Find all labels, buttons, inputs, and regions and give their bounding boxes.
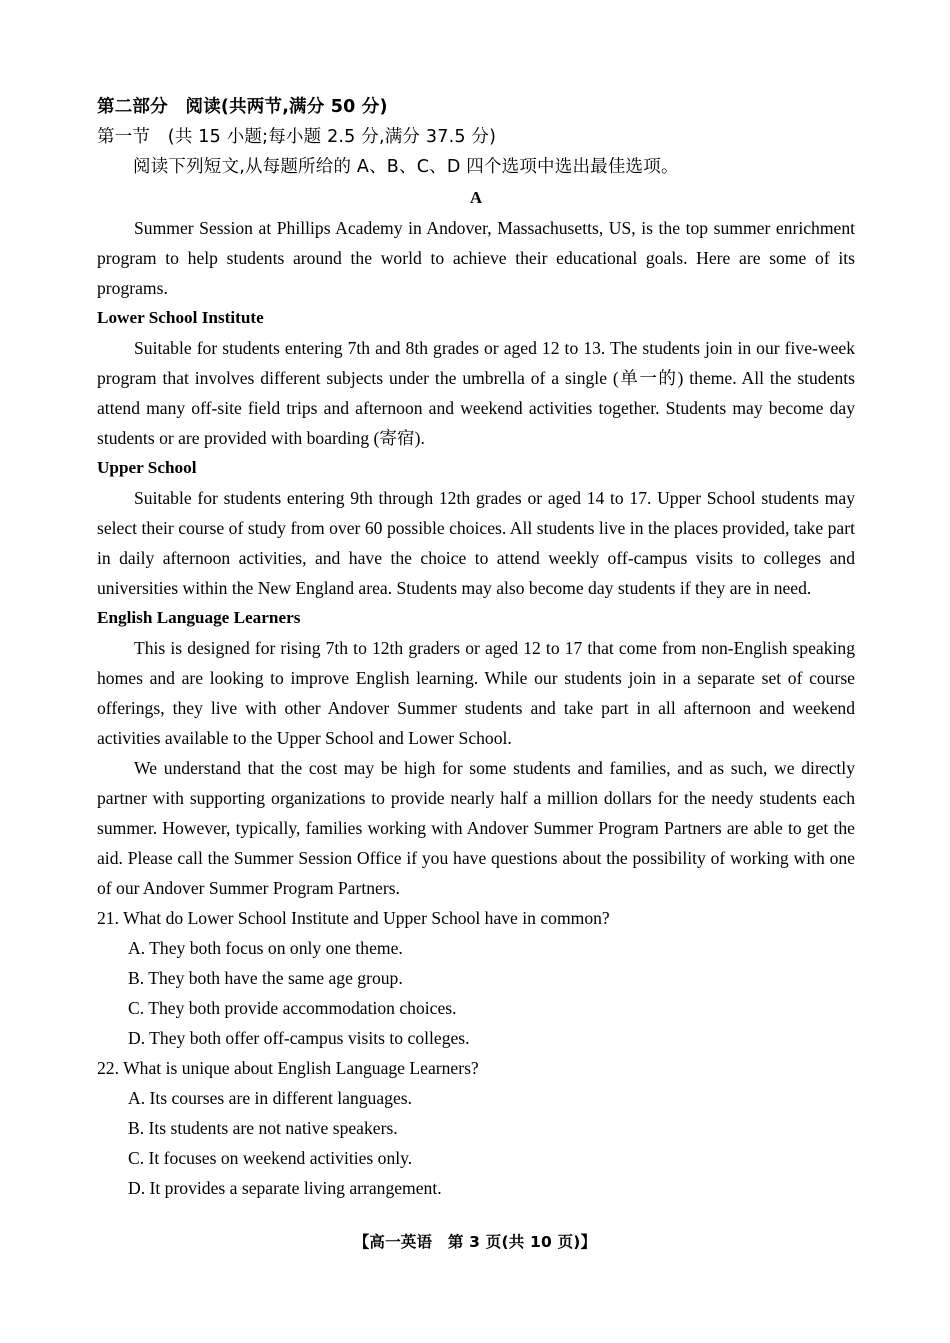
reading-instruction: 阅读下列短文,从每题所给的 A、B、C、D 四个选项中选出最佳选项。 [133, 157, 679, 177]
question-22-option-b[interactable]: B. Its students are not native speakers. [128, 1118, 398, 1138]
passage-section-body-upper-school: Suitable for students entering 9th through 12th grades or aged 14 to 17. Upper School students may select their course of study from over 60 possible choices. All students live in the places provided, take part in daily afternoon activities, and have the choice to attend weekly off-campus visits to colleges and universities within the New England area. Students may also become day students if they are in need. [97, 488, 855, 598]
passage-intro-paragraph: Summer Session at Phillips Academy in Andover, Massachusetts, US, is the top summer enrichment program to help students around the world to achieve their educational goals. Here are some of its programs. [97, 218, 855, 298]
question-21-option-c[interactable]: C. They both provide accommodation choices. [128, 998, 457, 1018]
section-title: 第一节 (共 15 小题;每小题 2.5 分,满分 37.5 分) [97, 127, 497, 147]
passage-letter: A [469, 188, 483, 207]
question-22-option-d[interactable]: D. It provides a separate living arrangement. [128, 1178, 442, 1198]
question-22-option-c[interactable]: C. It focuses on weekend activities only. [128, 1148, 413, 1168]
passage-closing-paragraph: We understand that the cost may be high for some students and families, and as such, we directly partner with supporting organizations to provide nearly half a million dollars for the needy students each summer. However, typically, families working with Andover Summer Program Partners are able to get the aid. Please call the Summer Session Office if you have questions about the possibility of working with one of our Andover Summer Program Partners. [97, 758, 855, 898]
page-footer: 【高一英语 第 3 页(共 10 页)】 [353, 1233, 597, 1251]
question-21-option-a[interactable]: A. They both focus on only one theme. [128, 938, 403, 958]
passage-section-body-english-language-learners: This is designed for rising 7th to 12th graders or aged 12 to 17 that come from non-English speaking homes and are looking to improve English learning. While our students join in a separate set of course offerings, they live with other Andover Summer students and take part in all afternoon and weekend activities available to the Upper School and Lower School. [97, 638, 855, 748]
passage-section-heading-upper-school: Upper School [97, 458, 197, 477]
passage-section-body-lower-school-institute: Suitable for students entering 7th and 8th grades or aged 12 to 13. The students join in our five-week program that involves different subjects under the umbrella of a single (单一的) theme. All the students attend many off-site field trips and afternoon and weekend activities together. Students may become day students or are provided with boarding (寄宿). [97, 338, 855, 448]
part-title: 第二部分 阅读(共两节,满分 50 分) [97, 97, 388, 117]
question-stem-22: 22. What is unique about English Language Learners? [97, 1058, 479, 1078]
question-21-option-d[interactable]: D. They both offer off-campus visits to colleges. [128, 1028, 470, 1048]
passage-section-heading-english-language-learners: English Language Learners [97, 608, 301, 627]
question-21-option-b[interactable]: B. They both have the same age group. [128, 968, 403, 988]
question-stem-21: 21. What do Lower School Institute and Upper School have in common? [97, 908, 610, 928]
page-content [97, 92, 855, 1203]
passage-section-heading-lower-school-institute: Lower School Institute [97, 308, 264, 327]
question-22-option-a[interactable]: A. Its courses are in different languages. [128, 1088, 413, 1108]
